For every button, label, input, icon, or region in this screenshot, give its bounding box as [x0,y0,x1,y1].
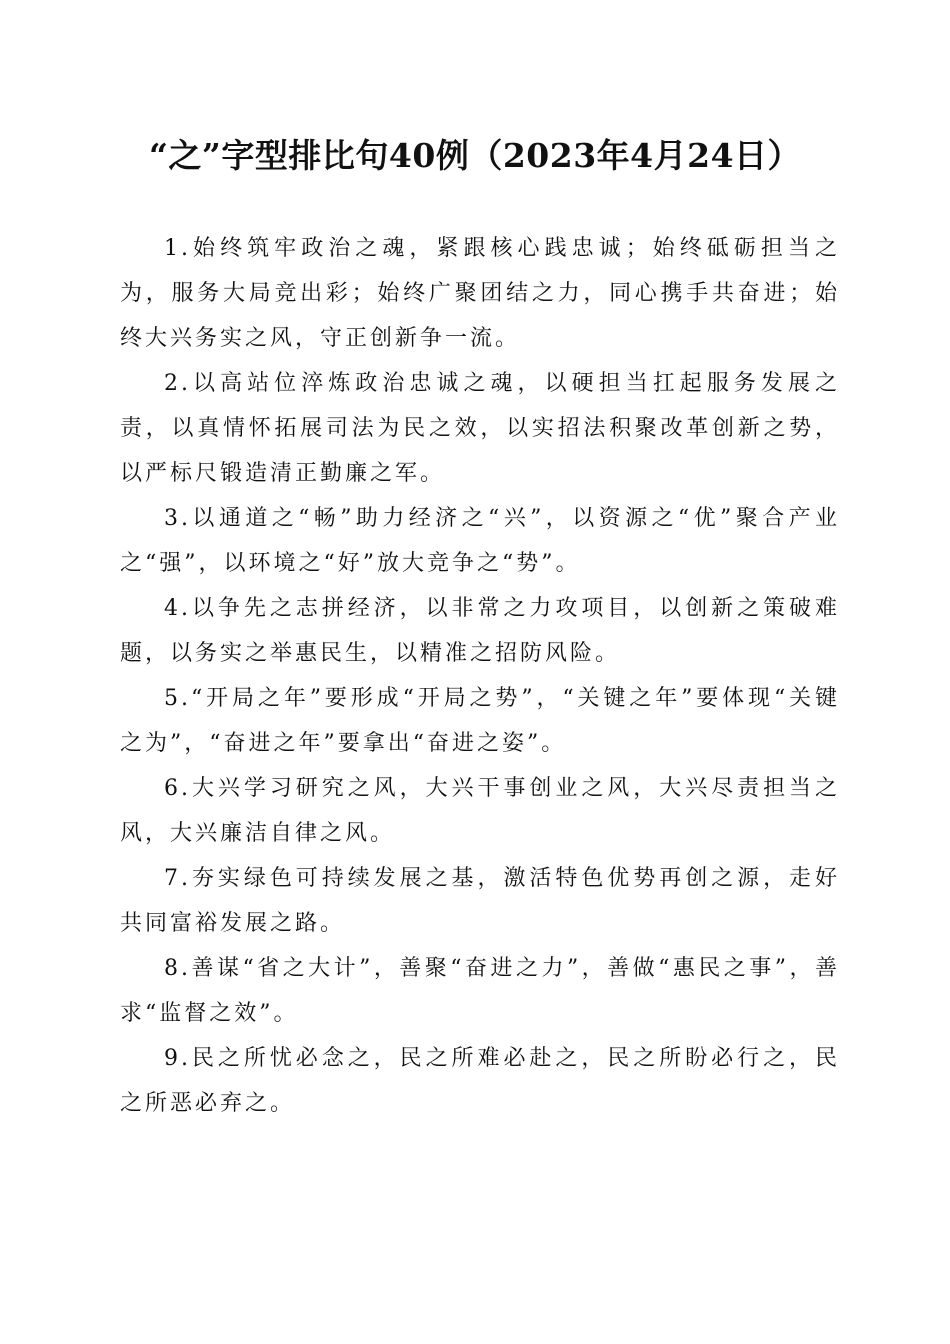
paragraph-1: 1.始终筑牢政治之魂，紧跟核心践忠诚；始终砥砺担当之为，服务大局竞出彩；始终广聚团结之力，同心携手共奋进；始终大兴务实之风，守正创新争一流。 [120,236,840,351]
paragraph-5: 5.“开局之年”要形成“开局之势”，“关键之年”要体现“关键之为”，“奋进之年”要拿出“奋进之姿”。 [120,686,840,756]
paragraph-3: 3.以通道之“畅”助力经济之“兴”，以资源之“优”聚合产业之“强”，以环境之“好”放大竞争之“势”。 [120,506,840,576]
paragraph-8: 8.善谋“省之大计”，善聚“奋进之力”，善做“惠民之事”，善求“监督之效”。 [120,956,840,1026]
paragraph-6: 6.大兴学习研究之风，大兴干事创业之风，大兴尽责担当之风，大兴廉洁自律之风。 [120,776,840,846]
paragraph-9: 9.民之所忧必念之，民之所难必赴之，民之所盼必行之，民之所恶必弃之。 [120,1046,840,1116]
document-title: “之”字型排比句40例（2023年4月24日） [148,136,802,175]
paragraph-2: 2.以高站位淬炼政治忠诚之魂，以硬担当扛起服务发展之责，以真情怀拓展司法为民之效，以实招法积聚改革创新之势，以严标尺锻造清正勤廉之军。 [120,371,840,486]
paragraph-7: 7.夯实绿色可持续发展之基，激活特色优势再创之源，走好共同富裕发展之路。 [120,866,840,936]
document-body [120,226,840,1126]
paragraph-4: 4.以争先之志拼经济，以非常之力攻项目，以创新之策破难题，以务实之举惠民生，以精准之招防风险。 [120,596,840,666]
